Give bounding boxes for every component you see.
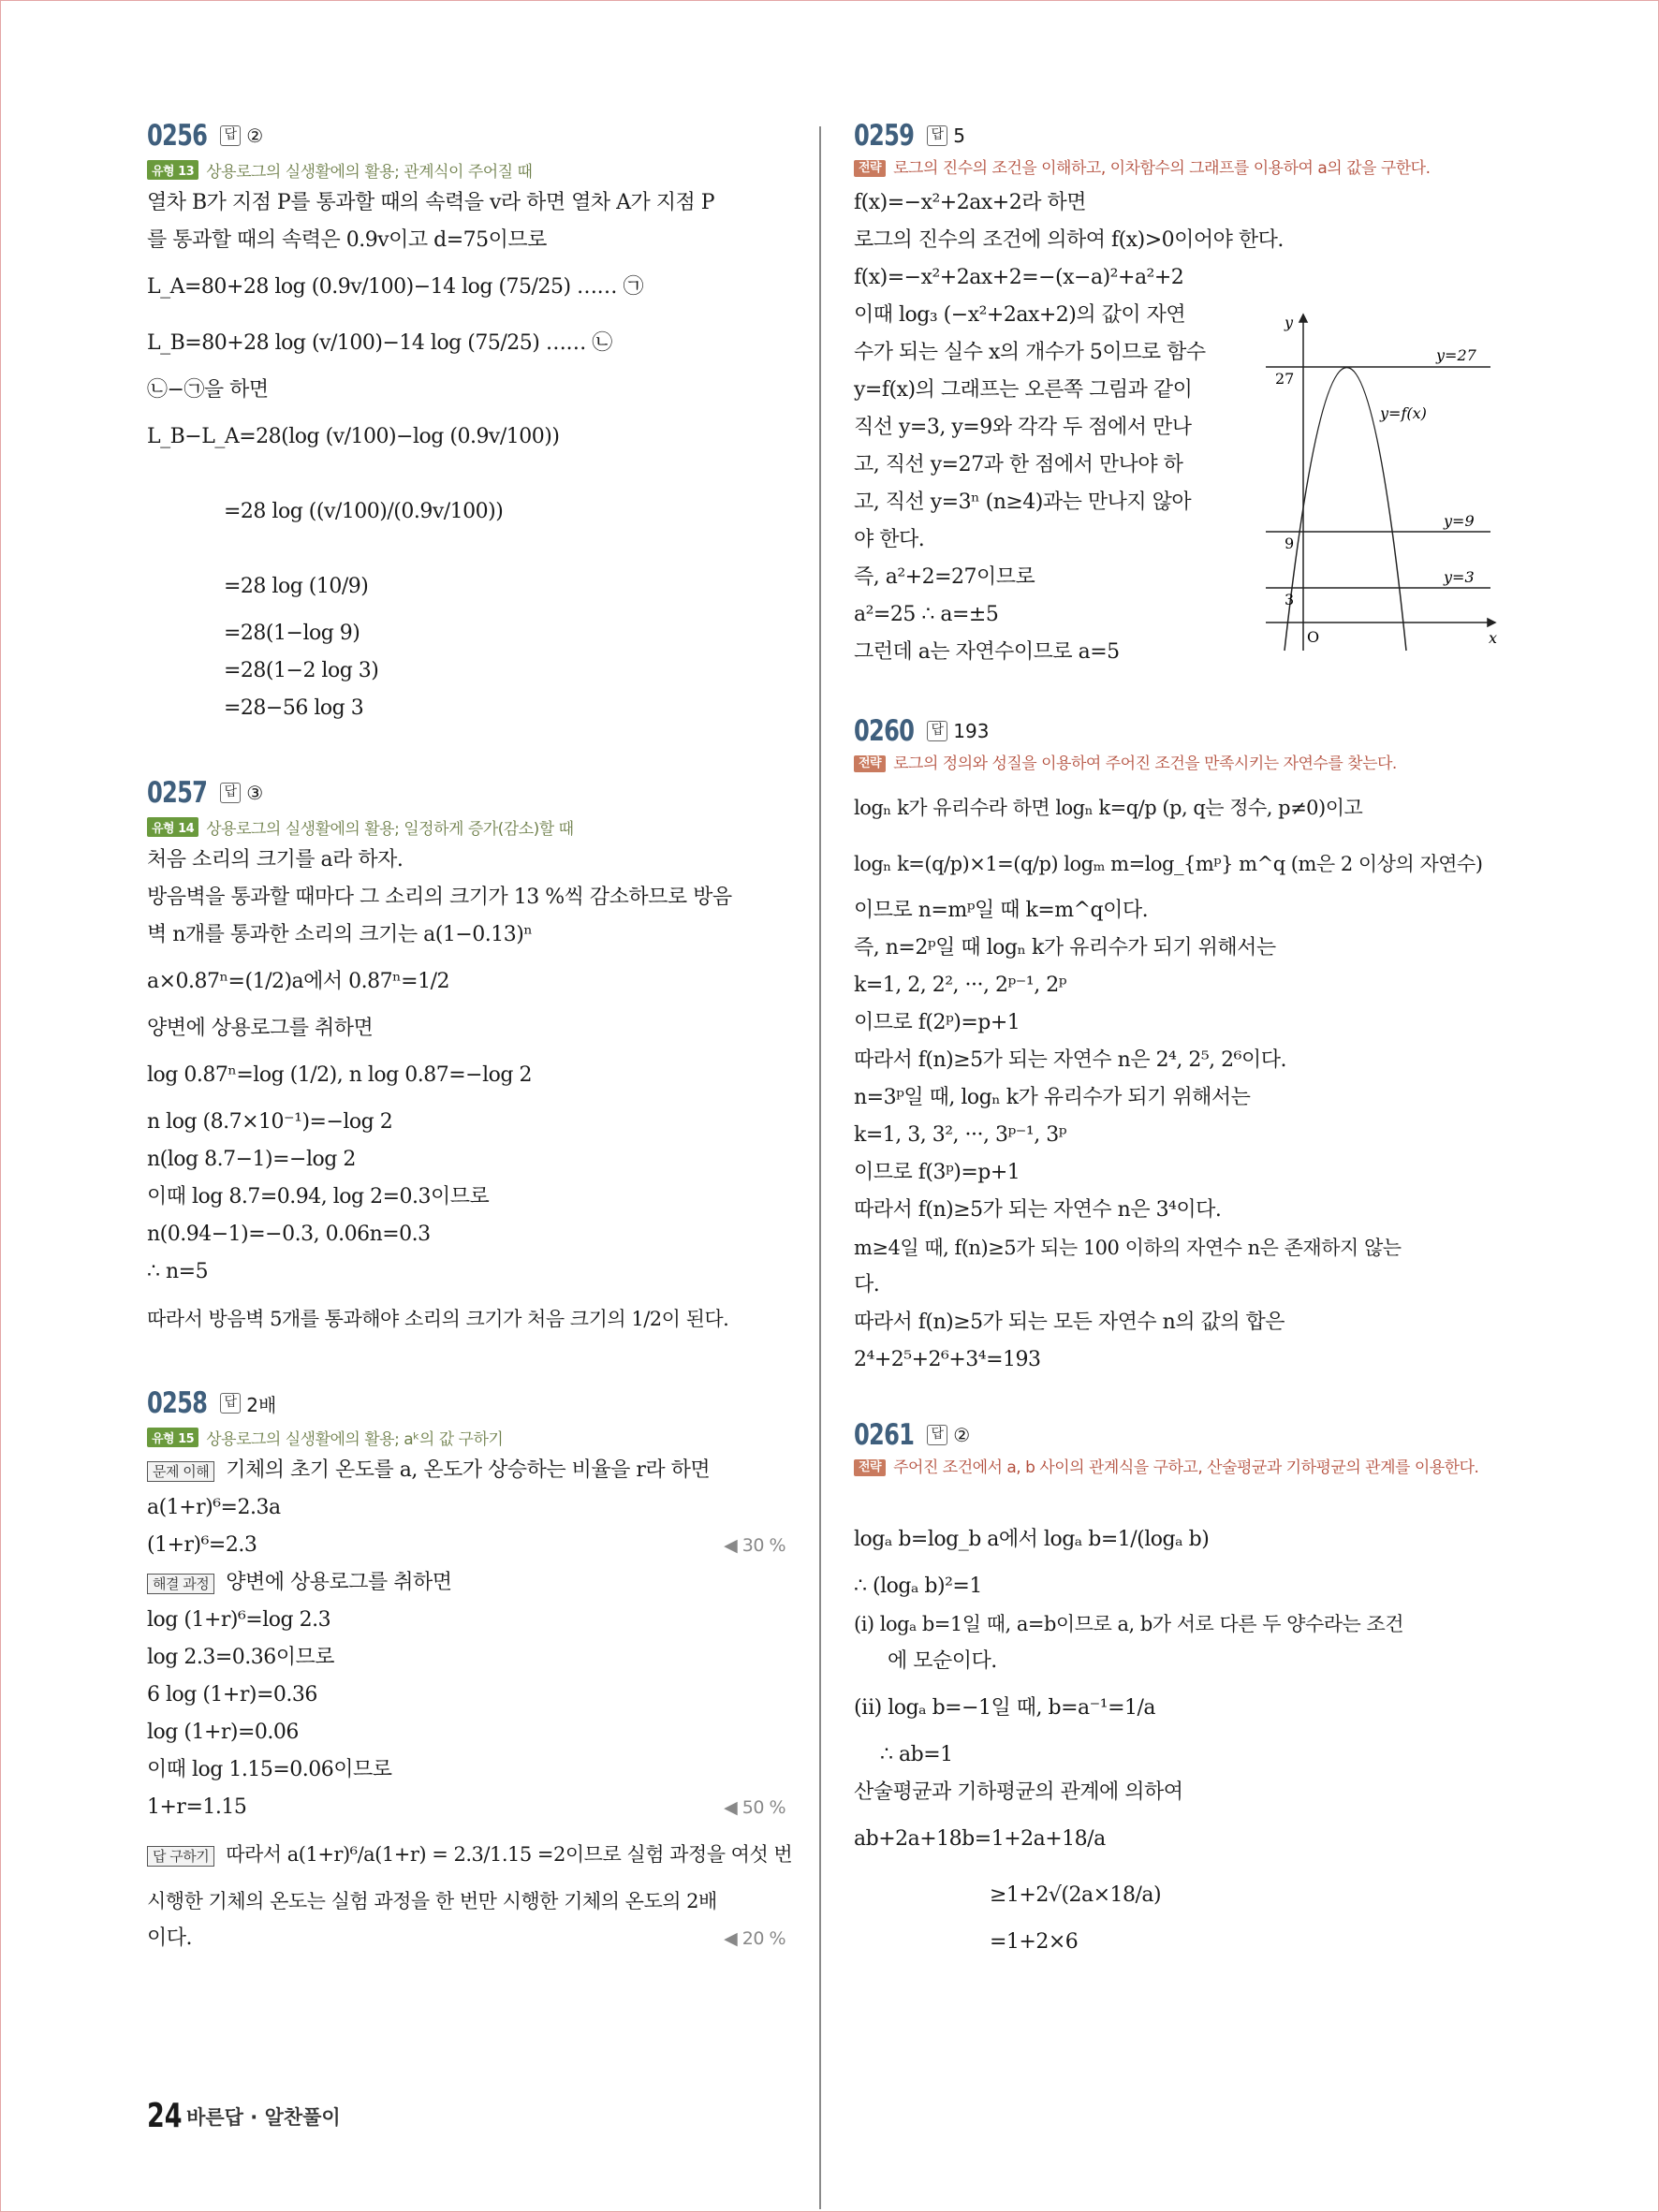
column-divider — [819, 126, 821, 2209]
solution-line: 로그의 진수의 조건에 의하여 f(x)>0이어야 한다. — [854, 228, 1284, 252]
answer-value: ② — [953, 1424, 971, 1446]
solution-line: 방음벽을 통과할 때마다 그 소리의 크기가 13 %씩 감소하므로 방음 — [147, 886, 732, 909]
type-tag: 유형 15 — [147, 1428, 198, 1447]
solution-line: ∴ ab=1 — [880, 1743, 953, 1766]
x-axis-label: x — [1489, 629, 1498, 647]
solution-line: 따라서 f(n)≥5가 되는 자연수 n은 3⁴이다. — [854, 1198, 1222, 1222]
solution-line: n(log 8.7−1)=−log 2 — [147, 1148, 356, 1171]
strategy-line — [854, 750, 1490, 780]
solution-line: k=1, 3, 3², ···, 3ᵖ⁻¹, 3ᵖ — [854, 1123, 1067, 1147]
strategy-line — [854, 154, 1490, 184]
solution-line: 에 모순이다. — [888, 1649, 997, 1673]
line-text: 1+r=1.15 — [147, 1795, 247, 1819]
page-number: 24 — [147, 2097, 183, 2135]
tick-27: 27 — [1275, 370, 1295, 388]
line-text: 기체의 초기 온도를 a, 온도가 상승하는 비율을 r라 하면 — [226, 1458, 711, 1482]
label-y27: y=27 — [1436, 346, 1476, 364]
type-text: 상용로그의 실생활에의 활용; aᵏ의 값 구하기 — [206, 1429, 504, 1449]
solution-line: a²=25 ∴ a=±5 — [854, 603, 999, 626]
problem-0261 — [854, 1416, 1490, 1961]
solution-line: 고, 직선 y=3ⁿ (n≥4)과는 만나지 않아 — [854, 491, 1192, 514]
solution-line: 벽 n개를 통과한 소리의 크기는 a(1−0.13)ⁿ — [147, 923, 533, 946]
solution-line: n=3ᵖ일 때, logₙ k가 유리수가 되기 위해서는 — [854, 1086, 1251, 1109]
answer-value: 5 — [953, 125, 966, 147]
strategy-tag: 전략 — [854, 160, 886, 177]
solution-line: 야 한다. — [854, 528, 925, 551]
problem-number: 0256 — [147, 119, 208, 153]
y-axis-arrow-icon — [1299, 315, 1307, 322]
solution-line: ∴ (logₐ b)²=1 — [854, 1575, 982, 1598]
label-y9: y=9 — [1444, 512, 1475, 530]
solution-line: 산술평균과 기하평균의 관계에 의하여 — [854, 1780, 1183, 1804]
solution-line: L_B−L_A=28(log (v/100)−log (0.9v/100)) — [147, 425, 560, 448]
solution-line: log (1+r)⁶=log 2.3 — [147, 1608, 331, 1632]
solution-line: f(x)=−x²+2ax+2라 하면 — [854, 191, 1086, 214]
solution-line: 즉, a²+2=27이므로 — [854, 565, 1035, 589]
score-percent: ◀ 30 % — [724, 1535, 785, 1556]
tick-3: 3 — [1285, 591, 1295, 608]
problem-header — [147, 117, 785, 154]
solution-line — [147, 1789, 785, 1826]
solution-line: (ⅰ) logₐ b=1일 때, a=b이므로 a, b가 서로 다른 두 양수라는 조건 — [854, 1613, 1404, 1635]
problem-header — [147, 1384, 785, 1422]
strategy-text: 로그의 정의와 성질을 이용하여 주어진 조건을 만족시키는 자연수를 찾는다. — [893, 754, 1397, 773]
solution-line — [147, 1452, 785, 1489]
solution-line: logₙ k가 유리수라 하면 logₙ k=q/p (p, q는 정수, p≠0)이고 — [854, 797, 1363, 819]
solution-line: 따라서 f(n)≥5가 되는 모든 자연수 n의 값의 합은 — [854, 1311, 1285, 1334]
tick-9: 9 — [1285, 535, 1295, 552]
solution-line: 직선 y=3, y=9와 각각 두 점에서 만나 — [854, 416, 1192, 439]
problem-number: 0260 — [854, 714, 915, 748]
solution-line: y=f(x)의 그래프는 오른쪽 그림과 같이 — [854, 378, 1193, 402]
solution-line — [147, 1826, 793, 1882]
solution-line: log (1+r)=0.06 — [147, 1721, 299, 1744]
problem-number: 0258 — [147, 1386, 208, 1420]
line-text: (1+r)⁶=2.3 — [147, 1533, 257, 1557]
solution-line: 를 통과할 때의 속력은 0.9v이고 d=75이므로 — [147, 228, 547, 252]
answer-icon: 답 — [927, 125, 947, 146]
answer-icon: 답 — [927, 1425, 947, 1445]
solution-line: 이므로 n=mᵖ일 때 k=m^q이다. — [854, 899, 1149, 922]
solution-line: logₙ k=(q/p)×1=(q/p) logₘ m=log_{mᵖ} m^q (m은 2 이상의 자연수) — [854, 853, 1483, 875]
answer-icon: 답 — [220, 1393, 241, 1414]
solution-line: 그런데 a는 자연수이므로 a=5 — [854, 640, 1120, 664]
type-tag: 유형 14 — [147, 817, 198, 837]
solution-line — [147, 1920, 785, 1957]
solution-line: 시행한 기체의 온도는 실험 과정을 한 번만 시행한 기체의 온도의 2배 — [147, 1890, 717, 1912]
problem-header — [854, 1416, 1490, 1454]
y-axis-label: y — [1285, 314, 1294, 331]
problem-header — [854, 712, 1490, 750]
problem-number: 0261 — [854, 1418, 915, 1452]
solution-line: ㉡−㉠을 하면 — [147, 378, 269, 402]
solution-line: 이때 log₃ (−x²+2ax+2)의 값이 자연 — [854, 303, 1186, 327]
problem-header — [147, 774, 785, 812]
type-line — [147, 154, 785, 184]
solution-line: =28 log (10/9) — [224, 575, 369, 598]
solution-line: =1+2×6 — [990, 1930, 1079, 1954]
type-line — [147, 1422, 785, 1452]
type-text: 상용로그의 실생활에의 활용; 일정하게 증가(감소)할 때 — [206, 819, 574, 839]
solution-line — [147, 1527, 785, 1564]
line-text: 양변에 상용로그를 취하면 — [226, 1571, 452, 1594]
label-y3: y=3 — [1444, 568, 1475, 586]
solution-line: ab+2a+18b=1+2a+18/a — [854, 1827, 1106, 1851]
score-percent: ◀ 20 % — [724, 1928, 785, 1949]
solution-line: a(1+r)⁶=2.3a — [147, 1496, 281, 1519]
solution-line: 2⁴+2⁵+2⁶+3⁴=193 — [854, 1348, 1041, 1371]
solution-line: 이때 log 8.7=0.94, log 2=0.3이므로 — [147, 1185, 490, 1209]
solution-line — [147, 1564, 785, 1602]
step-label: 답 구하기 — [147, 1846, 214, 1867]
solution-line: 따라서 방음벽 5개를 통과해야 소리의 크기가 처음 크기의 1/2이 된다. — [147, 1308, 729, 1330]
solution-line: ∴ n=5 — [147, 1260, 209, 1283]
solution-line: 열차 B가 지점 P를 통과할 때의 속력을 v라 하면 열차 A가 지점 P — [147, 191, 715, 214]
solution-line: =28(1−2 log 3) — [224, 659, 379, 682]
type-text: 상용로그의 실생활에의 활용; 관계식이 주어질 때 — [206, 162, 533, 182]
solution-line: log 2.3=0.36이므로 — [147, 1646, 335, 1669]
solution-line: 이므로 f(3ᵖ)=p+1 — [854, 1161, 1020, 1184]
solution-line: m≥4일 때, f(n)≥5가 되는 100 이하의 자연수 n은 존재하지 않는 — [854, 1237, 1402, 1259]
type-tag: 유형 13 — [147, 160, 198, 180]
line-text: 따라서 a(1+r)⁶/a(1+r) = 2.3/1.15 =2이므로 실험 과정을 여섯 번 — [226, 1843, 793, 1866]
strategy-text: 주어진 조건에서 a, b 사이의 관계식을 구하고, 산술평균과 기하평균의 관계를 이용한다. — [893, 1458, 1479, 1477]
solution-line: a×0.87ⁿ=(1/2)a에서 0.87ⁿ=1/2 — [147, 970, 450, 993]
x-axis-arrow-icon — [1488, 619, 1495, 626]
solution-line: L_A=80+28 log (0.9v/100)−14 log (75/25) …… ㉠ — [147, 275, 644, 299]
solution-line: (ⅱ) logₐ b=−1일 때, b=a⁻¹=1/a — [854, 1696, 1156, 1720]
problem-0257 — [147, 774, 785, 1347]
page-footer — [147, 2097, 341, 2135]
line-text: 이다. — [147, 1926, 192, 1950]
strategy-text: 로그의 진수의 조건을 이해하고, 이차함수의 그래프를 이용하여 a의 값을 구한다. — [893, 159, 1431, 178]
step-label: 해결 과정 — [147, 1574, 214, 1594]
problem-0258 — [147, 1384, 793, 1957]
solution-line: =28(1−log 9) — [224, 622, 360, 645]
answer-value: 2배 — [246, 1393, 277, 1416]
solution-line: 고, 직선 y=27과 한 점에서 만나야 하 — [854, 453, 1183, 476]
origin-label: O — [1307, 628, 1320, 646]
solution-line: =28 log ((v/100)/(0.9v/100)) — [224, 500, 504, 523]
solution-line: n(0.94−1)=−0.3, 0.06n=0.3 — [147, 1223, 431, 1246]
left-column — [147, 117, 793, 1957]
answer-value: ② — [246, 125, 264, 147]
answer-icon: 답 — [927, 721, 947, 741]
solution-line: f(x)=−x²+2ax+2=−(x−a)²+a²+2 — [854, 266, 1184, 289]
answer-value: ③ — [246, 782, 264, 804]
problem-0260 — [854, 712, 1490, 1379]
problem-0256 — [147, 117, 785, 727]
strategy-line — [854, 1454, 1490, 1512]
solution-line: 즉, n=2ᵖ일 때 logₙ k가 유리수가 되기 위해서는 — [854, 936, 1276, 960]
solution-line: 6 log (1+r)=0.36 — [147, 1683, 317, 1707]
answer-icon: 답 — [220, 783, 241, 803]
step-label: 문제 이해 — [147, 1461, 214, 1482]
solution-line: 이므로 f(2ᵖ)=p+1 — [854, 1011, 1020, 1034]
solution-line: n log (8.7×10⁻¹)=−log 2 — [147, 1110, 393, 1134]
solution-line: 양변에 상용로그를 취하면 — [147, 1017, 374, 1040]
problem-header — [854, 117, 1490, 154]
score-percent: ◀ 50 % — [724, 1797, 785, 1818]
problem-number: 0259 — [854, 119, 915, 153]
solution-line: logₐ b=log_b a에서 logₐ b=1/(logₐ b) — [854, 1528, 1210, 1551]
solution-line: ≥1+2√(2a×18/a) — [990, 1883, 1162, 1907]
strategy-tag: 전략 — [854, 755, 886, 772]
solution-line: 이때 log 1.15=0.06이므로 — [147, 1758, 392, 1781]
answer-icon: 답 — [220, 125, 241, 146]
parabola-graph — [1266, 309, 1500, 660]
solution-line: k=1, 2, 2², ···, 2ᵖ⁻¹, 2ᵖ — [854, 974, 1067, 997]
strategy-tag: 전략 — [854, 1459, 886, 1476]
type-line — [147, 812, 785, 842]
problem-number: 0257 — [147, 776, 208, 810]
solution-line: 다. — [854, 1273, 880, 1296]
solution-line: L_B=80+28 log (v/100)−14 log (75/25) …… ㉡ — [147, 331, 612, 355]
solution-line: 수가 되는 실수 x의 개수가 5이므로 함수 — [854, 341, 1206, 364]
solution-line: 처음 소리의 크기를 a라 하자. — [147, 848, 404, 872]
label-fx: y=f(x) — [1380, 404, 1427, 422]
solution-line: log 0.87ⁿ=log (1/2), n log 0.87=−log 2 — [147, 1063, 532, 1087]
footer-title: 바른답 · 알찬풀이 — [186, 2105, 341, 2129]
solution-line: 따라서 f(n)≥5가 되는 자연수 n은 2⁴, 2⁵, 2⁶이다. — [854, 1048, 1286, 1072]
solution-line: =28−56 log 3 — [224, 696, 364, 720]
answer-value: 193 — [953, 720, 990, 742]
